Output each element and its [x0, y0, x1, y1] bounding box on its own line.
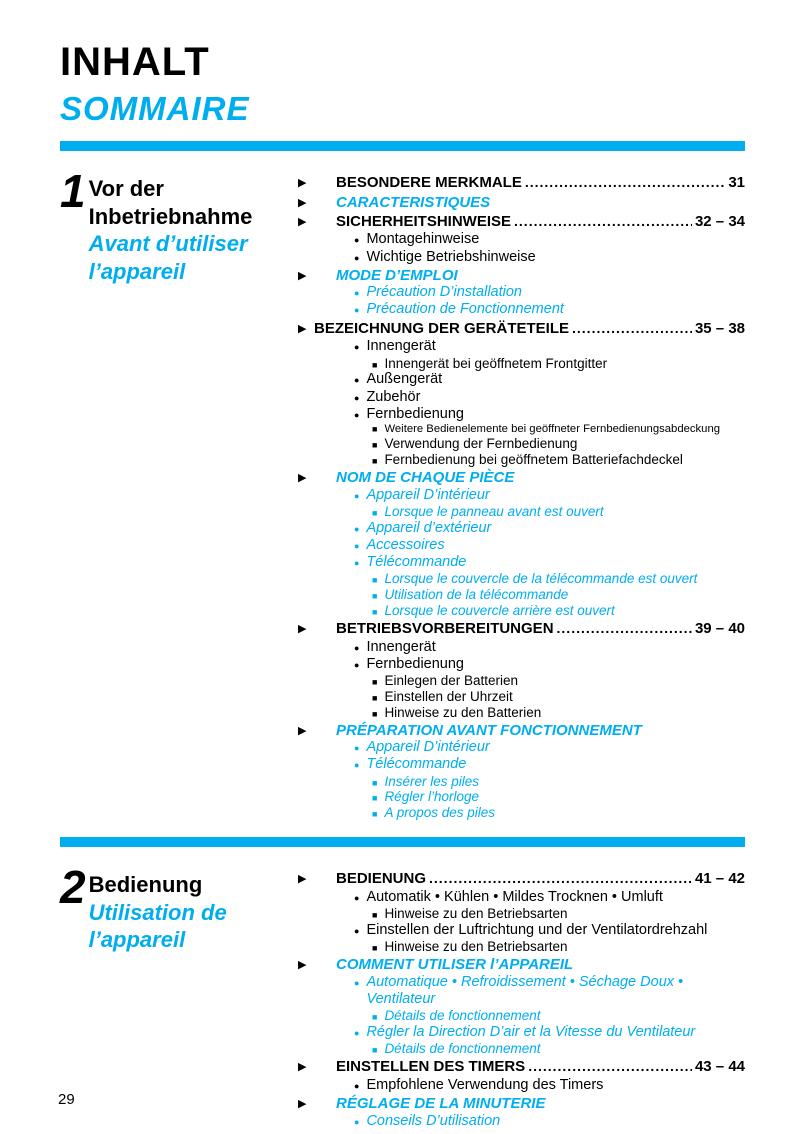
section-title-fr-line: Avant d’utiliser — [88, 231, 248, 256]
entry-label: BETRIEBSVORBEREITUNGEN — [336, 619, 554, 637]
toc-entry — [298, 406, 745, 423]
entry-label: Télécommande — [366, 553, 467, 570]
entry-label: Précaution D’installation — [366, 284, 522, 301]
section-heading — [60, 861, 298, 1130]
toc-entry-content — [336, 1041, 745, 1057]
entry-label: Fernbedienung — [366, 655, 464, 672]
toc-entry-content — [336, 1113, 745, 1130]
toc-entry-content — [336, 537, 745, 554]
toc-entry-content — [336, 267, 745, 285]
toc-entry-content — [336, 974, 745, 1008]
dot-leader — [514, 213, 692, 232]
toc-entry-content — [336, 406, 745, 423]
toc-entry-content — [336, 1095, 745, 1113]
toc-entry — [298, 389, 745, 406]
toc-entry — [298, 756, 745, 773]
toc-entry — [298, 1058, 745, 1077]
square-bullet-icon: ■ — [372, 440, 378, 451]
toc-entry-content — [336, 956, 745, 974]
entry-label: Weitere Bedienelemente bei geöffneter Fernbedienungsabdeckung — [384, 422, 721, 435]
toc-entry-content — [336, 939, 745, 955]
toc-entry-content — [336, 587, 745, 603]
dot-leader — [557, 620, 692, 639]
header-bar — [60, 141, 745, 151]
entry-label: Innengerät — [366, 338, 436, 355]
toc-entry — [298, 587, 745, 603]
entry-label: Précaution de Fonctionnement — [366, 301, 564, 318]
toc-entry-content — [336, 603, 745, 619]
entry-label: Conseils D’utilisation — [366, 1112, 501, 1129]
toc-entry — [298, 487, 745, 504]
arrow-right-icon: ▶ — [298, 471, 307, 484]
toc-entry — [298, 267, 745, 285]
toc-entry — [298, 705, 745, 721]
entry-label: Régler l’horloge — [384, 789, 479, 805]
bullet-icon: ● — [354, 977, 360, 988]
toc-entry-content — [336, 722, 745, 740]
toc-entry-content — [336, 487, 745, 504]
bullet-icon: ● — [354, 540, 360, 551]
bullet-icon: ● — [354, 1116, 360, 1127]
toc-entry-content — [336, 174, 745, 193]
entry-label: Détails de fonctionnement — [384, 1008, 541, 1024]
toc-entry — [298, 603, 745, 619]
toc-entry-content — [336, 656, 745, 673]
page-number: 29 — [58, 1091, 75, 1108]
entry-label: Télécommande — [366, 756, 467, 773]
toc-entry — [298, 974, 745, 1008]
toc-entry — [298, 673, 745, 689]
toc-entry-content — [336, 774, 745, 790]
section-title-fr-line: l’appareil — [88, 258, 186, 284]
bullet-icon: ● — [354, 305, 360, 316]
entry-label: Lorsque le panneau avant est ouvert — [384, 503, 604, 519]
toc-entry-content — [336, 870, 745, 889]
entry-label: Automatik • Kühlen • Mildes Trocknen • Umluft — [366, 889, 663, 906]
arrow-right-icon: ▶ — [298, 724, 307, 737]
section-titles — [89, 869, 227, 954]
bullet-icon: ● — [354, 409, 360, 420]
toc-entry — [298, 739, 745, 756]
square-bullet-icon: ■ — [372, 777, 378, 788]
toc-entry — [298, 922, 745, 939]
toc-entry — [298, 194, 745, 212]
toc-entry — [298, 356, 745, 372]
toc-entry — [298, 939, 745, 955]
toc-entry — [298, 371, 745, 388]
bullet-icon: ● — [354, 375, 360, 386]
bullet-icon: ● — [354, 743, 360, 754]
bullet-icon: ● — [354, 490, 360, 501]
toc-entries — [298, 869, 745, 1130]
bullet-icon: ● — [354, 642, 360, 653]
entry-label: Fernbedienung bei geöffnetem Batteriefachdeckel — [384, 452, 683, 468]
arrow-right-icon: ▶ — [298, 1098, 307, 1111]
entry-label: Außengerät — [366, 371, 443, 388]
square-bullet-icon: ■ — [372, 423, 378, 434]
bullet-icon: ● — [354, 1080, 360, 1091]
dot-leader — [429, 870, 692, 889]
entry-label: Hinweise zu den Betriebsarten — [384, 939, 568, 955]
bullet-icon: ● — [354, 392, 360, 403]
toc-entry — [298, 1041, 745, 1057]
square-bullet-icon: ■ — [372, 708, 378, 719]
entry-label: PRÉPARATION AVANT FONCTIONNEMENT — [336, 721, 642, 739]
entry-label: Insérer les piles — [384, 773, 479, 789]
toc-entry-content — [336, 284, 745, 301]
toc-entry — [298, 504, 745, 520]
toc-entry-content — [336, 194, 745, 212]
section-title-de-line: Vor der — [88, 176, 164, 201]
toc-entry-content — [336, 571, 745, 587]
entry-page-range: 41 – 42 — [694, 870, 745, 888]
toc-entry — [298, 1113, 745, 1130]
entry-label: Accessoires — [366, 536, 445, 553]
entry-label: Verwendung der Fernbedienung — [384, 436, 578, 452]
page-title-fr: SOMMAIRE — [60, 90, 250, 127]
toc-entry-content — [336, 889, 745, 906]
section-title-fr-line: l’appareil — [88, 927, 186, 953]
entry-label: NOM DE CHAQUE PIÈCE — [336, 468, 515, 486]
toc-entry — [298, 1008, 745, 1024]
arrow-right-icon: ▶ — [298, 215, 307, 228]
toc-entry — [298, 1024, 745, 1041]
toc-entry-content — [336, 805, 745, 821]
entry-label: Régler la Direction D’air et la Vitesse du Ventilateur — [366, 1024, 696, 1041]
toc-entry — [298, 423, 745, 436]
entry-label: Innengerät — [366, 638, 436, 655]
toc-entry-content — [336, 673, 745, 689]
entry-label: Einstellen der Luftrichtung und der Ventilatordrehzahl — [366, 922, 708, 939]
arrow-right-icon: ▶ — [298, 177, 307, 189]
bullet-icon: ● — [354, 235, 360, 246]
entry-label: CARACTERISTIQUES — [336, 193, 491, 211]
toc-entry — [298, 320, 745, 339]
toc-entry-content — [314, 320, 745, 339]
toc-entry-content — [336, 1008, 745, 1024]
toc-entry-content — [336, 789, 745, 805]
toc-entry-content — [336, 356, 745, 372]
toc-entry-content — [336, 504, 745, 520]
toc-entry — [298, 469, 745, 487]
toc-entry-content — [336, 739, 745, 756]
square-bullet-icon: ■ — [372, 1045, 378, 1056]
toc-entry — [298, 1077, 745, 1094]
section-divider-bar — [60, 837, 745, 847]
toc-entry-content — [336, 436, 745, 452]
arrow-right-icon: ▶ — [298, 959, 307, 972]
bullet-icon: ● — [354, 926, 360, 937]
toc-entry-content — [336, 423, 745, 436]
square-bullet-icon: ■ — [372, 507, 378, 518]
entry-label: Fernbedienung — [366, 405, 464, 422]
entry-label: Appareil D’intérieur — [366, 486, 490, 503]
toc-entry-content — [336, 756, 745, 773]
toc-entry — [298, 639, 745, 656]
toc-entry-content — [336, 452, 745, 468]
toc-entry — [298, 906, 745, 922]
entry-label: Appareil d’extérieur — [366, 519, 492, 536]
bullet-icon: ● — [354, 1028, 360, 1039]
toc-entry — [298, 284, 745, 301]
toc-entry — [298, 554, 745, 571]
toc-entry-content — [336, 301, 745, 318]
entry-label: Montagehinweise — [366, 231, 480, 248]
entry-label: BESONDERE MERKMALE — [336, 174, 522, 191]
section-number: 2 — [60, 861, 86, 914]
toc-entry-content — [336, 1077, 745, 1094]
toc-entry — [298, 520, 745, 537]
arrow-right-icon: ▶ — [298, 196, 307, 209]
section-heading — [60, 165, 298, 821]
toc-entry — [298, 722, 745, 740]
square-bullet-icon: ■ — [372, 606, 378, 617]
toc-entry — [298, 889, 745, 906]
toc-entry-content — [336, 689, 745, 705]
toc-entry — [298, 789, 745, 805]
toc-entry-content — [336, 469, 745, 487]
arrow-right-icon: ▶ — [298, 622, 307, 635]
page-title-de: INHALT — [60, 40, 210, 84]
entry-label: Automatique • Refroidissement • Séchage Doux • Ventilateur — [366, 973, 684, 1008]
square-bullet-icon: ■ — [372, 1012, 378, 1023]
bullet-icon: ● — [354, 659, 360, 670]
toc-entry — [298, 231, 745, 248]
square-bullet-icon: ■ — [372, 793, 378, 804]
section-heading-row — [60, 165, 298, 285]
toc-entry — [298, 249, 745, 266]
bullet-icon: ● — [354, 252, 360, 263]
toc-entry — [298, 338, 745, 355]
bullet-icon: ● — [354, 557, 360, 568]
toc-entry — [298, 805, 745, 821]
toc-entry — [298, 689, 745, 705]
toc-entry — [298, 571, 745, 587]
toc-entry-content — [336, 520, 745, 537]
bullet-icon: ● — [354, 893, 360, 904]
arrow-right-icon: ▶ — [298, 269, 307, 282]
bullet-icon: ● — [354, 760, 360, 771]
entry-label: Hinweise zu den Betriebsarten — [384, 906, 568, 922]
entry-label: COMMENT UTILISER l’APPAREIL — [336, 956, 574, 974]
toc-entry — [298, 956, 745, 974]
toc-entry — [298, 870, 745, 889]
entry-label: Wichtige Betriebshinweise — [366, 248, 536, 265]
toc-section-2 — [60, 861, 745, 1130]
entry-label: Hinweise zu den Batterien — [384, 704, 542, 720]
square-bullet-icon: ■ — [372, 676, 378, 687]
section-titles — [89, 173, 253, 285]
toc-entry-content — [336, 705, 745, 721]
entry-page-range: 32 – 34 — [694, 212, 745, 230]
toc-entry-content — [336, 1024, 745, 1041]
toc-entry-content — [336, 371, 745, 388]
entry-label: Einstellen der Uhrzeit — [384, 688, 513, 704]
section-number: 1 — [60, 165, 86, 217]
toc-entry — [298, 174, 745, 193]
toc-entry-content — [336, 1058, 745, 1077]
dot-leader — [525, 174, 725, 193]
toc-entry — [298, 436, 745, 452]
entry-label: RÉGLAGE DE LA MINUTERIE — [336, 1095, 546, 1113]
entry-page-range: 31 — [728, 174, 745, 191]
square-bullet-icon: ■ — [372, 575, 378, 586]
entry-label: Utilisation de la télécommande — [384, 586, 569, 602]
entry-label: Lorsque le couvercle arrière est ouvert — [384, 602, 615, 618]
section-title-de-line: Inbetriebnahme — [88, 203, 253, 229]
toc-entry — [298, 301, 745, 318]
toc-entry-content — [336, 231, 745, 248]
dot-leader — [572, 320, 692, 339]
toc-entry — [298, 774, 745, 790]
entry-page-range: 43 – 44 — [694, 1058, 745, 1076]
toc-entry — [298, 213, 745, 232]
square-bullet-icon: ■ — [372, 692, 378, 703]
entry-label: Appareil D’intérieur — [366, 739, 490, 756]
toc-entry-content — [336, 338, 745, 355]
square-bullet-icon: ■ — [372, 456, 378, 467]
entry-label: Empfohlene Verwendung des Timers — [366, 1076, 604, 1093]
toc-entry-content — [336, 249, 745, 266]
dot-leader — [528, 1058, 692, 1077]
entry-label: Détails de fonctionnement — [384, 1041, 541, 1057]
toc-section-1 — [60, 165, 745, 821]
entry-label: Einlegen der Batterien — [384, 672, 519, 688]
toc-entry-content — [336, 213, 745, 232]
square-bullet-icon: ■ — [372, 590, 378, 601]
square-bullet-icon: ■ — [372, 809, 378, 820]
entry-label: Zubehör — [366, 388, 421, 405]
toc-entry-content — [336, 639, 745, 656]
section-title-fr-line: Utilisation de — [88, 899, 227, 925]
toc-entry — [298, 1095, 745, 1113]
entry-label: EINSTELLEN DES TIMERS — [336, 1058, 526, 1076]
toc-entry-content — [336, 554, 745, 571]
toc-entries — [298, 173, 745, 821]
toc-entry-content — [336, 922, 745, 939]
entry-page-range: 39 – 40 — [694, 619, 745, 637]
entry-label: BEDIENUNG — [336, 870, 427, 888]
bullet-icon: ● — [354, 523, 360, 534]
arrow-right-icon: ▶ — [298, 873, 307, 886]
arrow-right-icon: ▶ — [298, 1061, 307, 1074]
toc-entry — [298, 656, 745, 673]
entry-page-range: 35 – 38 — [694, 319, 745, 337]
bullet-icon: ● — [354, 288, 360, 299]
entry-label: Innengerät bei geöffnetem Frontgitter — [384, 355, 608, 371]
square-bullet-icon: ■ — [372, 943, 378, 954]
section-heading-row — [60, 861, 298, 954]
toc-entry — [298, 537, 745, 554]
toc-entry-content — [336, 906, 745, 922]
toc-entry — [298, 620, 745, 639]
entry-label: A propos des piles — [384, 805, 496, 821]
arrow-right-icon: ▶ — [298, 322, 307, 335]
entry-label: Lorsque le couvercle de la télécommande est ouvert — [384, 571, 698, 587]
sections-container — [60, 165, 745, 1130]
square-bullet-icon: ■ — [372, 910, 378, 921]
entry-label: BEZEICHNUNG DER GERÄTETEILE — [314, 319, 570, 337]
bullet-icon: ● — [354, 342, 360, 353]
toc-entry-content — [336, 620, 745, 639]
entry-label: SICHERHEITSHINWEISE — [336, 212, 512, 230]
section-title-de-line: Bedienung — [88, 872, 203, 898]
toc-entry — [298, 452, 745, 468]
entry-label: MODE D’EMPLOI — [336, 266, 458, 284]
toc-entry-content — [336, 389, 745, 406]
square-bullet-icon: ■ — [372, 359, 378, 370]
